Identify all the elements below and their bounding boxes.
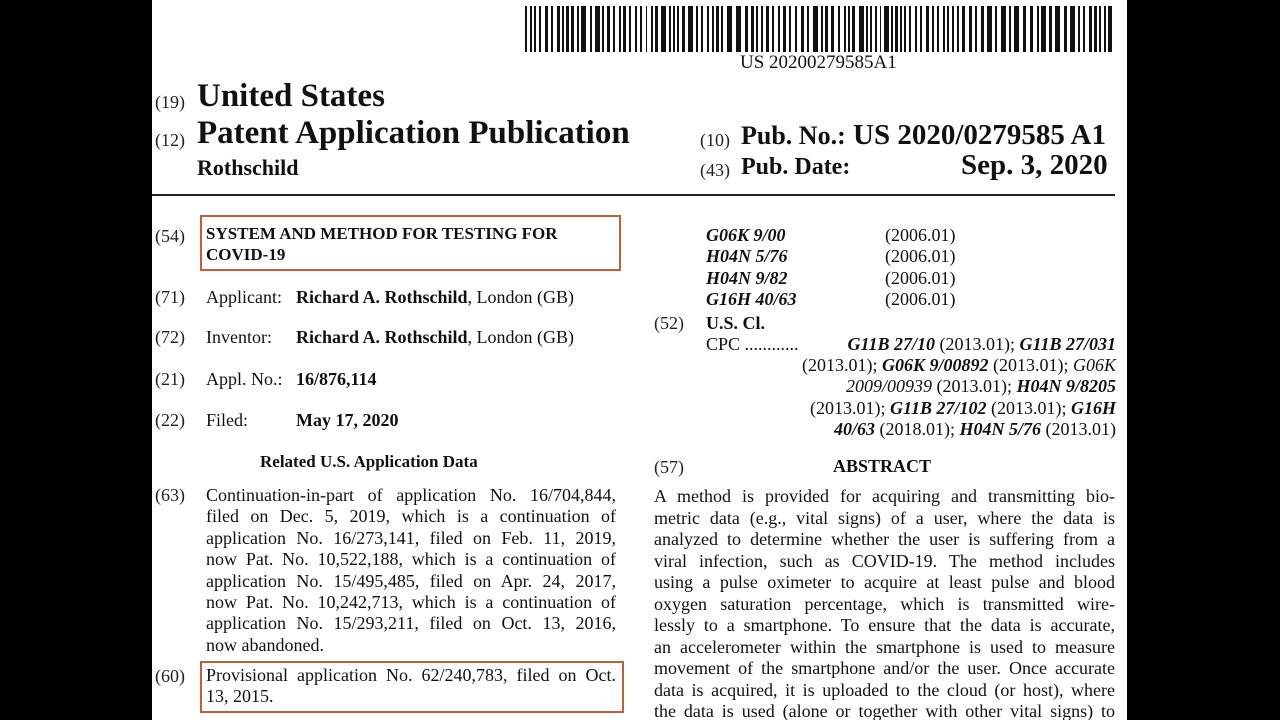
related-heading: Related U.S. Application Data bbox=[260, 452, 478, 471]
code-10: (10) bbox=[700, 130, 730, 150]
intl-class-version: (2006.01) bbox=[885, 246, 956, 267]
barcode-bar bbox=[1001, 6, 1006, 52]
barcode-bar bbox=[995, 6, 997, 52]
barcode-bar bbox=[915, 6, 917, 52]
appl-code: (21) bbox=[155, 369, 185, 389]
appl-label: Appl. No.: bbox=[206, 369, 283, 389]
pub-date-label: Pub. Date: bbox=[741, 154, 851, 180]
barcode-bar bbox=[909, 6, 911, 52]
barcode-bar bbox=[807, 6, 809, 52]
barcode-bar bbox=[947, 6, 949, 52]
barcode-bar bbox=[838, 6, 840, 52]
intl-class-code: H04N 9/82 bbox=[706, 267, 788, 288]
barcode-bar bbox=[701, 6, 703, 52]
barcode-bar bbox=[571, 6, 574, 52]
barcode-bar bbox=[926, 6, 929, 52]
barcode-bar bbox=[975, 6, 977, 52]
barcode-bar bbox=[1089, 6, 1092, 52]
barcode-bar bbox=[891, 6, 893, 52]
barcode-bar bbox=[1055, 6, 1060, 52]
cpc-code-4a: G06K bbox=[1072, 355, 1116, 375]
barcode-bar bbox=[987, 6, 992, 52]
continuation-line: Continuation-in-part of application No. 16/704,844, bbox=[206, 485, 616, 505]
barcode-bar bbox=[1041, 6, 1046, 52]
barcode-bar bbox=[943, 6, 945, 52]
barcode-bar bbox=[884, 6, 889, 52]
cpc-code-3: G06K 9/00892 bbox=[881, 355, 989, 375]
cpc-ver-2: (2013.01); bbox=[801, 355, 882, 375]
abstract-line: an accelerometer within the smartphone is used to measure bbox=[654, 636, 1115, 657]
cpc-ver-4: (2013.01); bbox=[931, 376, 1017, 396]
barcode-bar bbox=[595, 6, 600, 52]
barcode-bar bbox=[577, 6, 579, 52]
barcode-bar bbox=[900, 6, 902, 52]
cpc-line-2 bbox=[802, 355, 1116, 376]
barcode-bar bbox=[844, 6, 846, 52]
provisional-line-2: 13, 2015. bbox=[206, 686, 274, 706]
barcode-bar bbox=[866, 6, 868, 52]
barcode-bar bbox=[795, 6, 797, 52]
barcode-bar bbox=[848, 6, 850, 52]
code-19: (19) bbox=[155, 92, 185, 112]
intl-class-code: G16H 40/63 bbox=[706, 288, 797, 309]
barcode-bar bbox=[1014, 6, 1019, 52]
barcode-bar bbox=[880, 6, 882, 52]
barcode-bar bbox=[1078, 6, 1080, 52]
barcode-bar bbox=[766, 6, 769, 52]
barcode-bar bbox=[1094, 6, 1097, 52]
cpc-code-6: G11B 27/102 bbox=[889, 398, 987, 418]
pub-no: US 2020/0279585 A1 bbox=[853, 119, 1106, 151]
barcode-bar bbox=[772, 6, 774, 52]
filed-label: Filed: bbox=[206, 410, 249, 430]
barcode-bar bbox=[831, 6, 834, 52]
inventor-location: , London (GB) bbox=[467, 327, 575, 347]
applicant-code: (71) bbox=[155, 287, 185, 307]
barcode-bar bbox=[629, 6, 631, 52]
applicant-location: , London (GB) bbox=[467, 287, 575, 307]
continuation-code: (63) bbox=[155, 485, 185, 505]
barcode-bar bbox=[937, 6, 939, 52]
cpc-ver-3: (2013.01); bbox=[988, 355, 1073, 375]
barcode-bar bbox=[623, 6, 626, 52]
header-rule bbox=[152, 194, 1115, 196]
barcode-bar bbox=[716, 6, 719, 52]
code-43: (43) bbox=[700, 160, 730, 180]
abstract-line: viral infection, such as COVID-19. The method includes bbox=[654, 550, 1115, 571]
continuation-line: application No. 16/273,141, filed on Feb. 11, 2019, bbox=[206, 527, 616, 548]
barcode-bar bbox=[1099, 6, 1101, 52]
continuation-line: application No. 15/495,485, filed on Apr. 24, 2017, bbox=[206, 570, 616, 591]
cpc-code-1: G11B 27/10 bbox=[847, 334, 935, 354]
inventor-name: Richard A. Rothschild bbox=[296, 327, 468, 347]
barcode-bar bbox=[682, 6, 685, 52]
provisional-code: (60) bbox=[155, 666, 185, 686]
continuation-line: now abandoned. bbox=[206, 634, 324, 655]
cpc-code-2: G11B 27/031 bbox=[1019, 334, 1116, 354]
barcode-bar bbox=[859, 6, 864, 52]
barcode-bar bbox=[1030, 6, 1033, 52]
barcode-bar bbox=[661, 6, 666, 52]
barcode-bar bbox=[920, 6, 922, 52]
barcode-bar bbox=[712, 6, 714, 52]
cpc-ver-7: (2018.01); bbox=[874, 419, 960, 439]
cpc-code-8: H04N 5/76 bbox=[959, 419, 1041, 439]
cpc-line-1 bbox=[706, 334, 1116, 355]
barcode-bar bbox=[969, 6, 972, 52]
barcode-bar bbox=[813, 6, 818, 52]
abstract-line: data is acquired, it is uploaded to the cloud (or host), where bbox=[654, 679, 1115, 700]
cpc-code-7b: 40/63 bbox=[833, 419, 875, 439]
cpc-ver-1: (2013.01); bbox=[934, 334, 1020, 354]
cpc-code-7a: G16H bbox=[1071, 398, 1116, 418]
barcode-bar bbox=[952, 6, 954, 52]
title-line-1: SYSTEM AND METHOD FOR TESTING FOR bbox=[206, 224, 558, 243]
abstract-line: movement of the smartphone and/or the user. Once accurate bbox=[654, 658, 1115, 678]
barcode-bar bbox=[783, 6, 786, 52]
continuation-line: now Pat. No. 10,522,188, which is a continuation of bbox=[206, 549, 616, 570]
barcode-bar bbox=[1009, 6, 1011, 52]
intl-class-version: (2006.01) bbox=[885, 225, 956, 245]
pub-number-top: US 20200279585A1 bbox=[740, 52, 897, 73]
barcode-bar bbox=[1104, 6, 1106, 52]
barcode-bar bbox=[895, 6, 898, 52]
barcode-bar bbox=[707, 6, 709, 52]
barcode-bar bbox=[562, 6, 564, 52]
title-line-2: COVID-19 bbox=[206, 245, 286, 264]
pub-date: Sep. 3, 2020 bbox=[961, 149, 1108, 181]
cpc-ver-8: (2013.01) bbox=[1041, 419, 1116, 439]
barcode-bar bbox=[736, 6, 741, 52]
patent-page bbox=[152, 0, 1127, 720]
barcode-bar bbox=[1049, 6, 1052, 52]
cpc-line-4 bbox=[810, 398, 1116, 419]
abstract-line: using a pulse oximeter to acquire at least pulse and blood bbox=[654, 572, 1115, 592]
barcode-bar bbox=[870, 6, 872, 52]
barcode-bar bbox=[756, 6, 758, 52]
cpc-ver-6: (2013.01); bbox=[986, 398, 1071, 418]
doc-type: Patent Application Publication bbox=[197, 115, 630, 151]
barcode-bar bbox=[981, 6, 984, 52]
barcode-bar bbox=[745, 6, 748, 52]
continuation-line: application No. 15/293,211, filed on Oct. 13, 2016, bbox=[206, 613, 616, 634]
barcode-bar bbox=[590, 6, 592, 52]
barcode-bar bbox=[677, 6, 679, 52]
barcode-bar bbox=[962, 6, 965, 52]
inventor-field bbox=[296, 327, 574, 348]
continuation-line: now Pat. No. 10,242,713, which is a continuation of bbox=[206, 592, 616, 612]
barcode-bar bbox=[581, 6, 586, 52]
intl-class-code: H04N 5/76 bbox=[706, 246, 788, 267]
barcode-bar bbox=[825, 6, 828, 52]
abstract-code: (57) bbox=[654, 457, 684, 477]
intl-class-version: (2006.01) bbox=[885, 288, 956, 309]
provisional-line-1: Provisional application No. 62/240,783, filed on Oct. bbox=[206, 665, 616, 685]
filed-code: (22) bbox=[155, 410, 185, 430]
cpc-code-4b: 2009/00939 bbox=[845, 376, 932, 396]
title-code: (54) bbox=[155, 226, 185, 246]
uscl-code: (52) bbox=[654, 313, 684, 333]
barcode-bar bbox=[613, 6, 615, 52]
barcode-bar bbox=[635, 6, 637, 52]
barcode-bar bbox=[904, 6, 906, 52]
barcode-bar bbox=[1064, 6, 1067, 52]
applicant-label: Applicant: bbox=[206, 287, 282, 307]
abstract-heading: ABSTRACT bbox=[833, 456, 932, 476]
barcode-bar bbox=[557, 6, 560, 52]
barcode-bar bbox=[875, 6, 877, 52]
intl-class-version: (2006.01) bbox=[885, 267, 956, 288]
barcode-bar bbox=[669, 6, 671, 52]
abstract-line: metric data (e.g., vital signs) of a user, where the data is bbox=[654, 507, 1115, 528]
barcode-bar bbox=[688, 6, 693, 52]
barcode-bar bbox=[932, 6, 934, 52]
barcode-bar bbox=[655, 6, 658, 52]
barcode-bar bbox=[530, 6, 532, 52]
barcode-bar bbox=[696, 6, 698, 52]
pub-no-label: Pub. No.: bbox=[741, 121, 846, 150]
barcode-bar bbox=[852, 6, 855, 52]
barcode-bar bbox=[957, 6, 959, 52]
barcode-bar bbox=[646, 6, 648, 52]
cpc-line-5 bbox=[834, 419, 1116, 440]
barcode-bar bbox=[651, 6, 653, 52]
barcode-bar bbox=[721, 6, 723, 52]
inventor-label: Inventor: bbox=[206, 327, 272, 347]
barcode bbox=[525, 6, 1115, 52]
abstract-line: lessly to a smartphone. To ensure that the data is accurate, bbox=[654, 615, 1115, 635]
barcode-bar bbox=[821, 6, 823, 52]
barcode-bar bbox=[727, 6, 732, 52]
inventor-code: (72) bbox=[155, 327, 185, 347]
abstract-line: analyzed to determine whether the user is suffering from a bbox=[654, 529, 1115, 549]
applicant-name: Richard A. Rothschild bbox=[296, 287, 468, 307]
appl-no: 16/876,114 bbox=[296, 369, 377, 389]
continuation-line: filed on Dec. 5, 2019, which is a continuation of bbox=[206, 506, 616, 527]
abstract-line: the data is used (alone or together with other vital signs) to bbox=[654, 701, 1115, 720]
cpc-ver-5: (2013.01); bbox=[809, 398, 890, 418]
barcode-bar bbox=[751, 6, 754, 52]
barcode-bar bbox=[607, 6, 610, 52]
barcode-bar bbox=[551, 6, 553, 52]
uscl-label: U.S. Cl. bbox=[706, 313, 766, 333]
barcode-bar bbox=[761, 6, 763, 52]
barcode-bar bbox=[640, 6, 642, 52]
barcode-bar bbox=[602, 6, 604, 52]
barcode-bar bbox=[1037, 6, 1039, 52]
barcode-bar bbox=[539, 6, 541, 52]
cpc-label: CPC ............ bbox=[706, 334, 799, 354]
barcode-bar bbox=[1070, 6, 1075, 52]
barcode-bar bbox=[566, 6, 569, 52]
abstract-line: A method is provided for acquiring and transmitting bio- bbox=[654, 486, 1115, 506]
barcode-bar bbox=[619, 6, 621, 52]
barcode-bar bbox=[673, 6, 675, 52]
cpc-code-5: H04N 9/8205 bbox=[1016, 376, 1116, 396]
barcode-bar bbox=[525, 6, 527, 52]
inventor-surname: Rothschild bbox=[197, 155, 299, 180]
country: United States bbox=[197, 78, 385, 114]
abstract-line: oxygen saturation percentage, which is transmitted wire- bbox=[654, 593, 1115, 614]
barcode-bar bbox=[1023, 6, 1026, 52]
cpc-line-1-values bbox=[847, 334, 1116, 355]
barcode-bar bbox=[1108, 6, 1113, 52]
applicant-field bbox=[296, 287, 574, 308]
barcode-bar bbox=[778, 6, 780, 52]
filed-date: May 17, 2020 bbox=[296, 410, 399, 430]
cpc-line-3 bbox=[846, 376, 1116, 397]
barcode-bar bbox=[534, 6, 536, 52]
barcode-bar bbox=[801, 6, 804, 52]
intl-class-code: G06K 9/00 bbox=[706, 225, 786, 245]
barcode-bar bbox=[789, 6, 791, 52]
code-12: (12) bbox=[155, 130, 185, 150]
barcode-bar bbox=[545, 6, 548, 52]
barcode-bar bbox=[1083, 6, 1085, 52]
